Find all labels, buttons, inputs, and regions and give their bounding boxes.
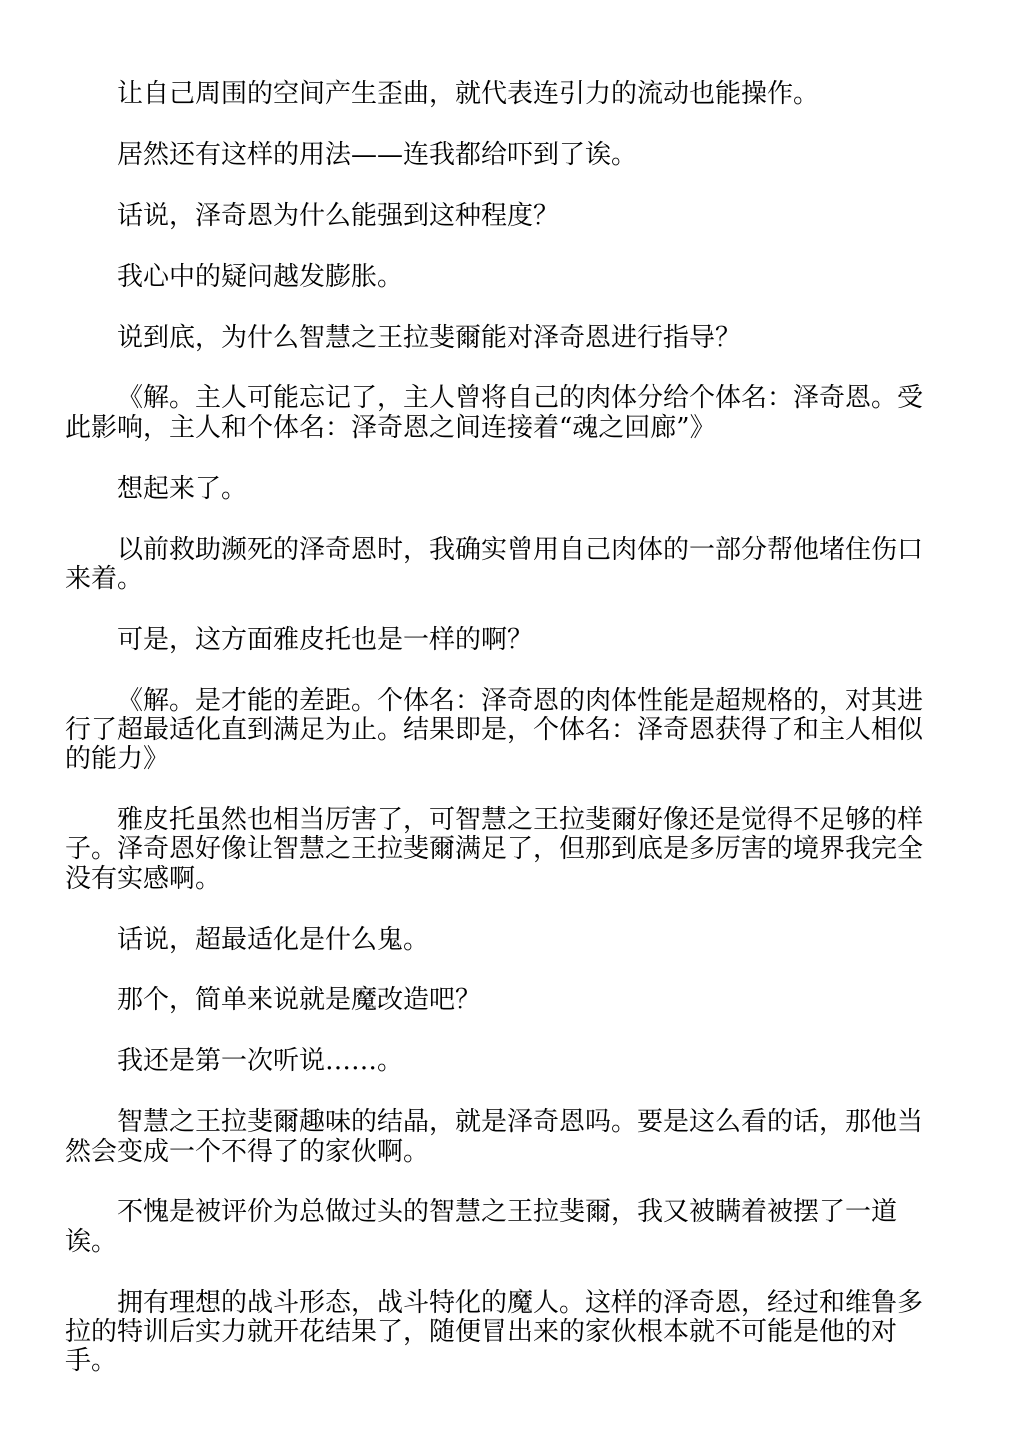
paragraph-2: 居然还有这样的用法——连我都给吓到了诶。 — [117, 139, 638, 170]
paragraph-4: 我心中的疑问越发膨胀。 — [117, 261, 404, 292]
paragraph-3: 话说，泽奇恩为什么能强到这种程度？ — [117, 200, 560, 231]
paragraph-14: 我还是第一次听说……。 — [117, 1046, 404, 1077]
paragraph-8: 以前救助濒死的泽奇恩时，我确实曾用自己肉体的一部分帮他堵住伤口来着。 — [65, 534, 924, 594]
paragraph-6: 《解。主人可能忘记了，主人曾将自己的肉体分给个体名：泽奇恩。受此影响，主人和个体名：泽奇恩之间连接着“魂之回廊”》 — [65, 383, 924, 443]
paragraph-9: 可是，这方面雅皮托也是一样的啊？ — [117, 624, 534, 655]
paragraph-11: 雅皮托虽然也相当厉害了，可智慧之王拉斐爾好像还是觉得不足够的样子。泽奇恩好像让智慧之王拉斐爾满足了，但那到底是多厉害的境界我完全没有实感啊。 — [65, 805, 924, 894]
paragraph-1: 让自己周围的空间产生歪曲，就代表连引力的流动也能操作。 — [117, 79, 820, 109]
paragraph-10: 《解。是才能的差距。个体名：泽奇恩的肉体性能是超规格的，对其进行了超最适化直到满足为止。结果即是，个体名：泽奇恩获得了和主人相似的能力》 — [65, 685, 924, 775]
paragraph-15: 智慧之王拉斐爾趣味的结晶，就是泽奇恩吗。要是这么看的话，那他当然会变成一个不得了的家伙啊。 — [65, 1107, 924, 1167]
paragraph-17: 拥有理想的战斗形态，战斗特化的魔人。这样的泽奇恩，经过和维鲁多拉的特训后实力就开花结果了，随便冒出来的家伙根本就不可能是他的对手。 — [65, 1287, 924, 1377]
paragraph-16: 不愧是被评价为总做过头的智慧之王拉斐爾，我又被瞒着被摆了一道诶。 — [65, 1197, 898, 1257]
document-page — [65, 80, 925, 1408]
paragraph-13: 那个，简单来说就是魔改造吧？ — [117, 985, 482, 1016]
paragraph-5: 说到底，为什么智慧之王拉斐爾能对泽奇恩进行指导？ — [117, 322, 742, 353]
paragraph-7: 想起来了。 — [117, 473, 248, 504]
paragraph-12: 话说，超最适化是什么鬼。 — [117, 924, 430, 955]
